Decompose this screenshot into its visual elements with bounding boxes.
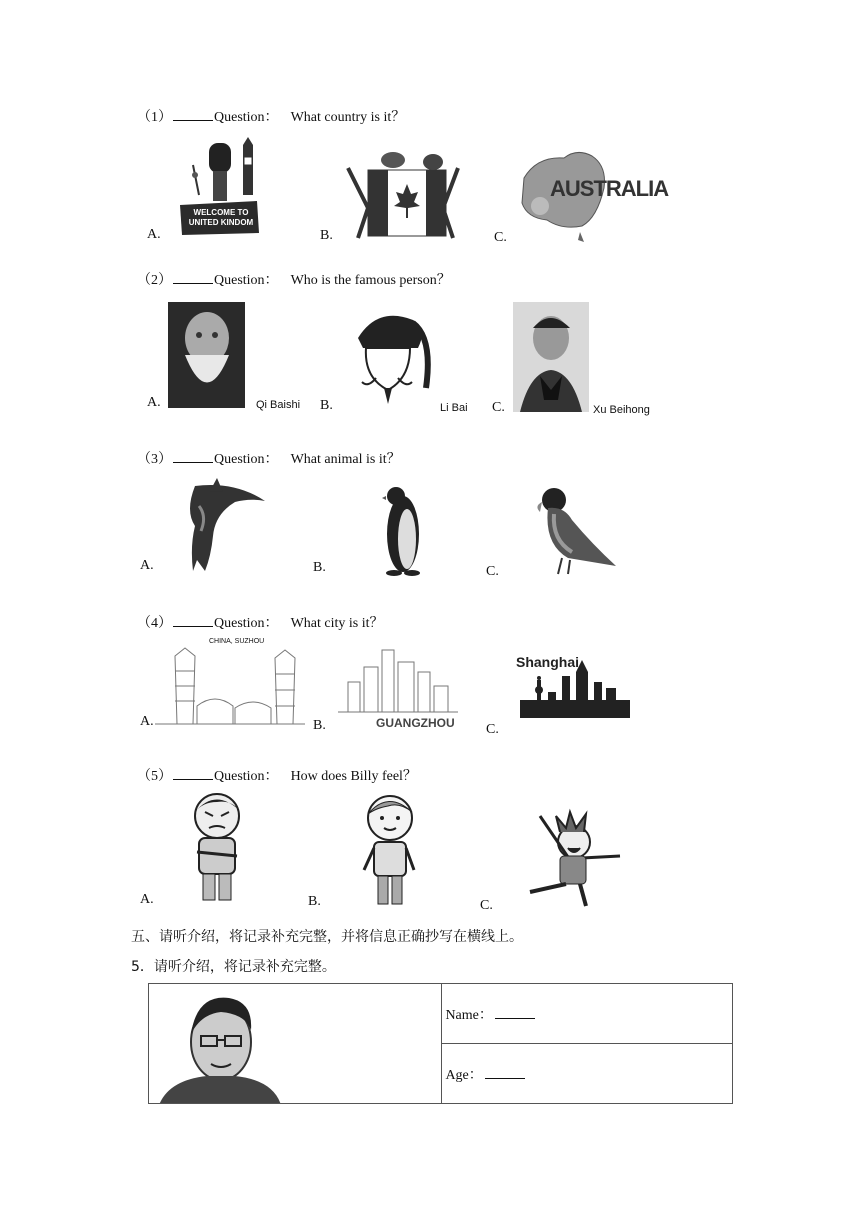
question-text: What animal is it？ — [290, 452, 401, 467]
option-c-city-picture — [482, 650, 642, 742]
section-title: 五、请听介绍，将记录补充完整，并将信息正确抄写在横线上。 — [131, 929, 523, 945]
answer-blank — [173, 767, 213, 780]
age-blank[interactable] — [485, 1066, 525, 1079]
question-label: Question： — [214, 616, 279, 631]
option-c-australia-picture — [492, 148, 669, 248]
suzhou-skyline-icon — [135, 636, 310, 736]
question-label: Question： — [214, 452, 279, 467]
option-letter: B. — [313, 560, 326, 575]
question-text: How does Billy feel？ — [290, 769, 417, 784]
option-c-animal-picture — [482, 484, 632, 584]
option-letter: A. — [147, 395, 161, 410]
option-a-city-picture — [135, 636, 310, 736]
record-table — [148, 983, 733, 1104]
option-letter: C. — [494, 230, 507, 245]
question-number: （1） — [137, 110, 172, 125]
option-b-feeling-picture — [308, 790, 438, 914]
question-label: Question： — [214, 769, 279, 784]
question-number: （5） — [137, 769, 172, 784]
option-letter: C. — [486, 722, 499, 737]
option-letter: C. — [480, 898, 493, 913]
question-text: What city is it？ — [290, 616, 384, 631]
option-caption: Li Bai — [440, 402, 468, 414]
question-2-line — [137, 269, 451, 289]
portrait-cell — [149, 984, 442, 1104]
age-label: Age： — [445, 1067, 483, 1083]
option-caption: Qi Baishi — [256, 399, 301, 411]
option-letter: B. — [320, 398, 333, 413]
option-letter: A. — [140, 558, 154, 573]
question-number: （4） — [137, 616, 172, 631]
option-b-person-picture — [318, 308, 478, 416]
question-label: Question： — [214, 273, 279, 288]
option-c-feeling-picture — [480, 806, 640, 916]
option-letter: A. — [140, 714, 154, 729]
canada-flag-icon — [318, 148, 468, 248]
question-1-line — [137, 106, 405, 126]
penguin-icon — [308, 484, 448, 584]
parrot-icon — [482, 484, 632, 584]
angry-boy-icon — [135, 790, 285, 914]
name-blank[interactable] — [495, 1006, 535, 1019]
australia-sign-text: AUSTRALIA — [550, 176, 669, 201]
answer-blank — [173, 108, 213, 121]
option-b-animal-picture — [308, 484, 448, 584]
name-cell — [442, 984, 733, 1044]
calm-boy-icon — [308, 790, 438, 914]
answer-blank — [173, 614, 213, 627]
name-label: Name： — [445, 1007, 493, 1023]
age-cell — [442, 1044, 733, 1104]
option-letter: A. — [140, 892, 154, 907]
option-a-feeling-picture — [135, 790, 285, 914]
xu-beihong-photo-icon — [490, 300, 660, 418]
option-caption: GUANGZHOU — [376, 716, 455, 730]
dolphin-icon — [135, 476, 285, 581]
option-letter: B. — [308, 894, 321, 909]
uk-sign-text: WELCOME TO UNITED KINDOM — [188, 208, 254, 227]
option-b-city-picture — [308, 642, 468, 738]
option-letter: C. — [492, 400, 505, 415]
answer-blank — [173, 271, 213, 284]
li-bai-drawing-icon — [318, 308, 478, 416]
option-letter: C. — [486, 564, 499, 579]
question-3-line — [137, 448, 401, 468]
question-4-line — [137, 612, 384, 632]
question-text: What country is it？ — [290, 110, 406, 125]
question-5-title: 5．请听介绍，将记录补充完整。 — [131, 959, 336, 975]
option-caption: Xu Beihong — [593, 404, 650, 416]
option-caption: Shanghai — [516, 654, 580, 670]
option-letter: B. — [320, 228, 333, 243]
option-a-animal-picture — [135, 476, 285, 581]
happy-jumping-boy-icon — [480, 806, 640, 916]
question-text: Who is the famous person？ — [290, 273, 451, 288]
question-5-line — [137, 765, 417, 785]
option-c-person-picture — [490, 300, 660, 418]
question-number: （3） — [137, 452, 172, 467]
option-a-person-picture — [135, 300, 310, 415]
question-number: （2） — [137, 273, 172, 288]
qi-baishi-portrait-icon — [135, 300, 310, 415]
answer-blank — [173, 450, 213, 463]
man-portrait-icon — [149, 984, 442, 1104]
option-caption: CHINA, SUZHOU — [209, 638, 265, 645]
option-a-uk-picture — [135, 135, 275, 245]
option-b-canada-picture — [318, 148, 468, 248]
question-label: Question： — [214, 110, 279, 125]
option-letter: A. — [147, 227, 161, 242]
option-letter: B. — [313, 718, 326, 733]
